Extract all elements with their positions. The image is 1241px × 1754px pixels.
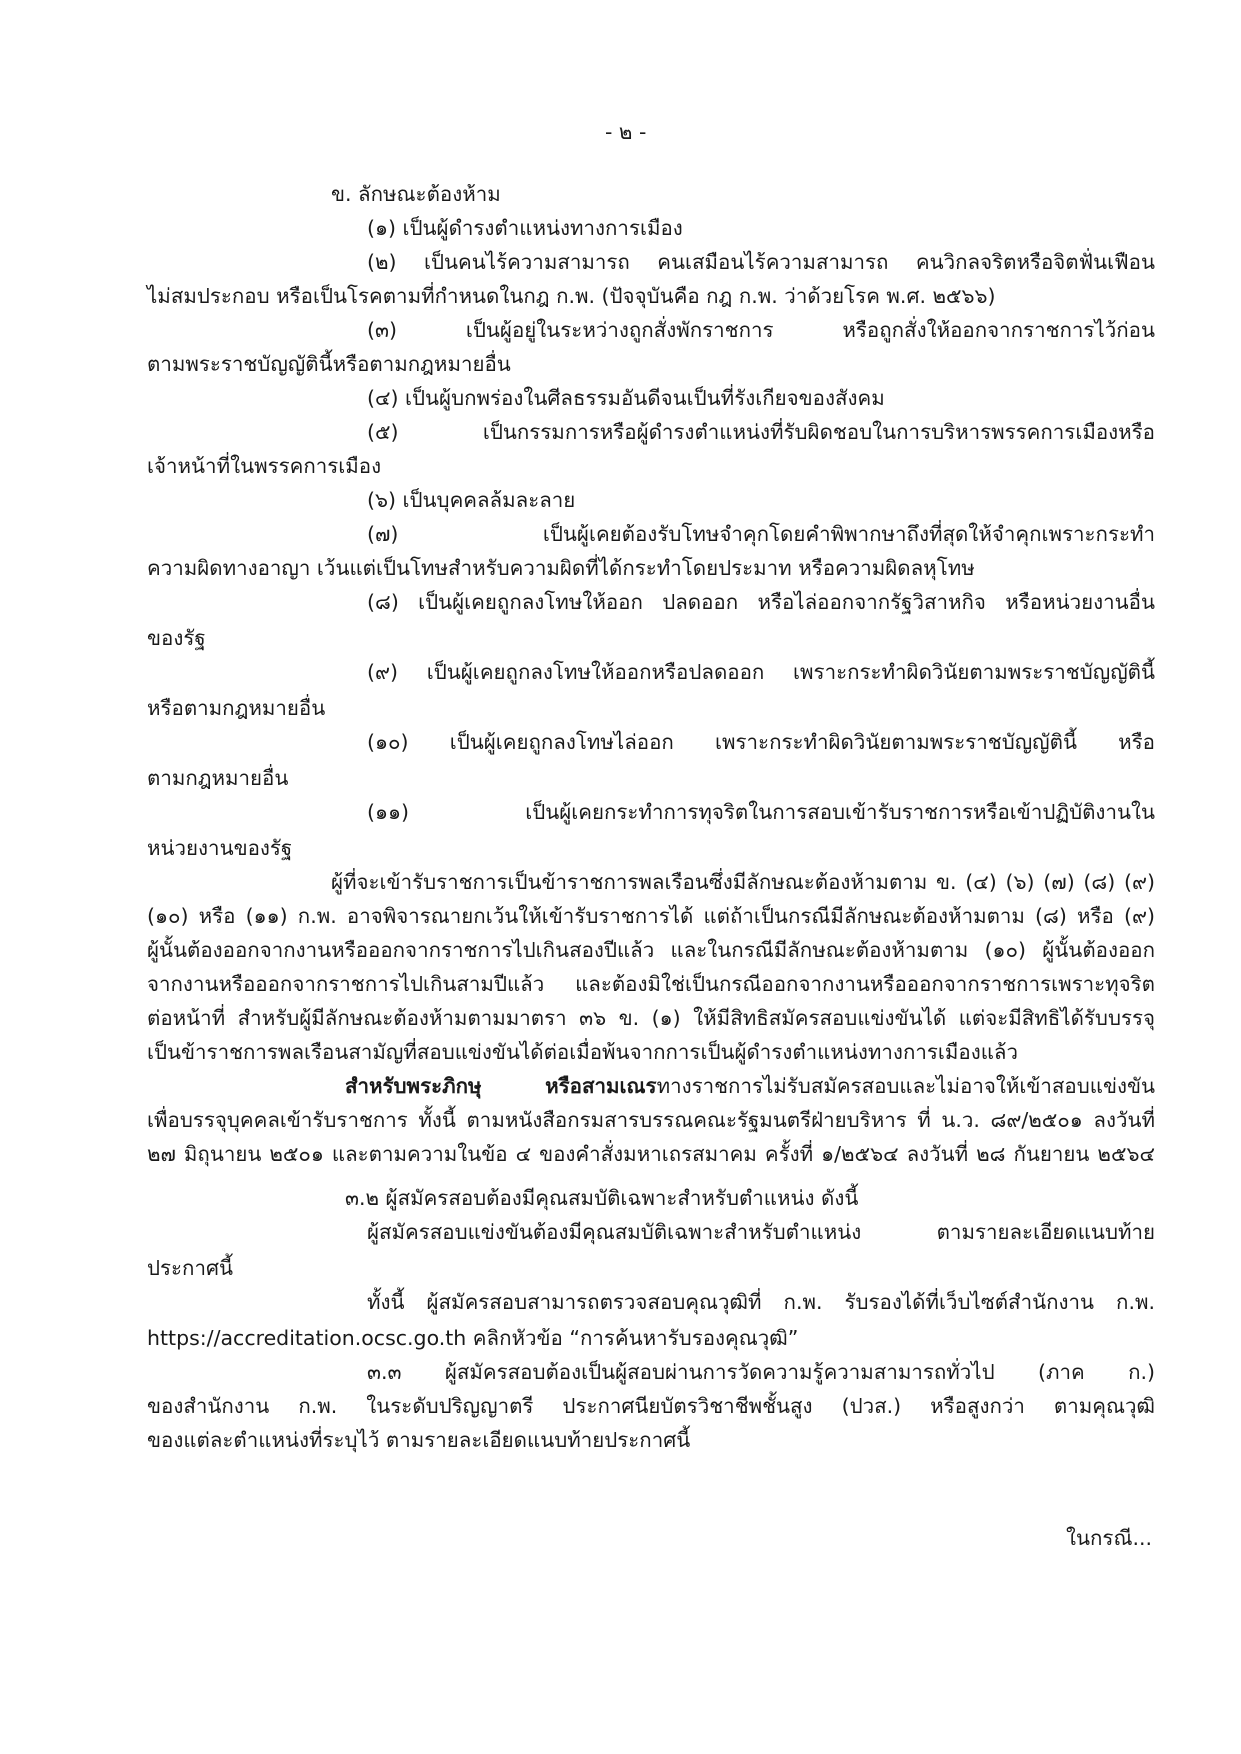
item-3-line-1: (๓) เป็นผู้อยู่ในระหว่างถูกสั่งพักราชการ หรือถูกสั่งให้ออกจากราชการไว้ก่อน — [367, 318, 1155, 342]
monk-line-1-text: ทางราชการไม่รับสมัครสอบและไม่อาจให้เข้าสอบแข่งขัน — [656, 1074, 1155, 1098]
section-3-3-line-2: ของสำนักงาน ก.พ. ในระดับปริญญาตรี ประกาศนียบัตรวิชาชีพชั้นสูง (ปวส.) หรือสูงกว่า ตามคุณวุฒิ — [147, 1394, 1155, 1418]
section-3-2-para1-line-2: ประกาศนี้ — [147, 1256, 233, 1280]
item-9-line-1: (๙) เป็นผู้เคยถูกลงโทษให้ออกหรือปลดออก เพราะกระทำผิดวินัยตามพระราชบัญญัตินี้ — [367, 660, 1155, 684]
item-11-line-1: (๑๑) เป็นผู้เคยกระทำการทุจริตในการสอบเข้ารับราชการหรือเข้าปฏิบัติงานใน — [367, 800, 1155, 824]
continuation-text: ในกรณี... — [1066, 1526, 1153, 1550]
monk-paragraph-line-2: เพื่อบรรจุบุคคลเข้ารับราชการ ทั้งนี้ ตามหนังสือกรมสารบรรณคณะรัฐมนตรีฝ่ายบริหาร ที่ น.ว. ๘๙/๒๕๐๑ ลงวันที่ — [147, 1108, 1155, 1132]
item-8-line-2: ของรัฐ — [147, 626, 206, 650]
section-3-2-heading: ๓.๒ ผู้สมัครสอบต้องมีคุณสมบัติเฉพาะสำหรับตำแหน่ง ดังนี้ — [345, 1186, 859, 1210]
item-10-line-1: (๑๐) เป็นผู้เคยถูกลงโทษไล่ออก เพราะกระทำผิดวินัยตามพระราชบัญญัตินี้ หรือ — [367, 730, 1155, 754]
section-3-2-para1-line-1: ผู้สมัครสอบแข่งขันต้องมีคุณสมบัติเฉพาะสำหรับตำแหน่ง ตามรายละเอียดแนบท้าย — [367, 1220, 1155, 1244]
item-7-line-2: ความผิดทางอาญา เว้นแต่เป็นโทษสำหรับความผิดที่ได้กระทำโดยประมาท หรือความผิดลหุโทษ — [147, 556, 975, 580]
item-2-line-2: ไม่สมประกอบ หรือเป็นโรคตามที่กำหนดในกฎ ก.พ. (ปัจจุบันคือ กฎ ก.พ. ว่าด้วยโรค พ.ศ. ๒๕๖๖) — [147, 284, 996, 308]
section-3-2-para2-line-1: ทั้งนี้ ผู้สมัครสอบสามารถตรวจสอบคุณวุฒิที่ ก.พ. รับรองได้ที่เว็บไซต์สำนักงาน ก.พ. — [367, 1290, 1155, 1314]
item-7-line-1: (๗) เป็นผู้เคยต้องรับโทษจำคุกโดยคำพิพากษาถึงที่สุดให้จำคุกเพราะกระทำ — [367, 522, 1155, 546]
item-5-line-1: (๕) เป็นกรรมการหรือผู้ดำรงตำแหน่งที่รับผิดชอบในการบริหารพรรคการเมืองหรือ — [367, 420, 1155, 444]
item-2-line-1: (๒) เป็นคนไร้ความสามารถ คนเสมือนไร้ความสามารถ คนวิกลจริตหรือจิตฟั่นเฟือน — [367, 250, 1155, 274]
item-9-line-2: หรือตามกฎหมายอื่น — [147, 696, 326, 720]
item-1-line-1: (๑) เป็นผู้ดำรงตำแหน่งทางการเมือง — [367, 216, 683, 240]
monk-paragraph-line-3: ๒๗ มิถุนายน ๒๕๐๑ และตามความในข้อ ๔ ของคำสั่งมหาเถรสมาคม ครั้งที่ ๑/๒๕๖๔ ลงวันที่ ๒๘ กันยายน ๒๕๖๔ — [147, 1142, 1155, 1166]
monk-paragraph-line-1 — [345, 1072, 1155, 1100]
item-10-line-2: ตามกฎหมายอื่น — [147, 766, 289, 790]
section-3-3-line-3: ของแต่ละตำแหน่งที่ระบุไว้ ตามรายละเอียดแนบท้ายประกาศนี้ — [147, 1428, 691, 1452]
page-number: - ๒ - — [605, 120, 647, 144]
item-8-line-1: (๘) เป็นผู้เคยถูกลงโทษให้ออก ปลดออก หรือไล่ออกจากรัฐวิสาหกิจ หรือหน่วยงานอื่น — [367, 590, 1155, 614]
exemption-line-3: ผู้นั้นต้องออกจากงานหรือออกจากราชการไปเกินสองปีแล้ว และในกรณีมีลักษณะต้องห้ามตาม (๑๐) ผู้นั้นต้องออก — [147, 938, 1155, 962]
item-4-line-1: (๔) เป็นผู้บกพร่องในศีลธรรมอันดีจนเป็นที่รังเกียจของสังคม — [367, 386, 885, 410]
section-3-2-para2-line-2: https://accreditation.ocsc.go.th คลิกหัวข้อ “การค้นหารับรองคุณวุฒิ” — [147, 1326, 799, 1350]
exemption-line-4: จากงานหรือออกจากราชการไปเกินสามปีแล้ว และต้องมิใช่เป็นกรณีออกจากงานหรือออกจากราชการเพราะทุจริต — [147, 972, 1155, 996]
item-6-line-1: (๖) เป็นบุคคลล้มละลาย — [367, 488, 576, 512]
monk-bold-phrase: สำหรับพระภิกษุ หรือสามเณร — [345, 1074, 657, 1098]
exemption-line-6: เป็นข้าราชการพลเรือนสามัญที่สอบแข่งขันได้ต่อเมื่อพ้นจากการเป็นผู้ดำรงตำแหน่งทางการเมืองแล้ว — [147, 1040, 1018, 1064]
item-3-line-2: ตามพระราชบัญญัตินี้หรือตามกฎหมายอื่น — [147, 352, 511, 376]
item-5-line-2: เจ้าหน้าที่ในพรรคการเมือง — [147, 454, 382, 478]
exemption-line-1: ผู้ที่จะเข้ารับราชการเป็นข้าราชการพลเรือนซึ่งมีลักษณะต้องห้ามตาม ข. (๔) (๖) (๗) (๘) (๙) — [331, 870, 1155, 894]
section-heading-kho: ข. ลักษณะต้องห้าม — [331, 182, 501, 206]
section-3-3-line-1: ๓.๓ ผู้สมัครสอบต้องเป็นผู้สอบผ่านการวัดความรู้ความสามารถทั่วไป (ภาค ก.) — [367, 1360, 1155, 1384]
exemption-line-2: (๑๐) หรือ (๑๑) ก.พ. อาจพิจารณายกเว้นให้เข้ารับราชการได้ แต่ถ้าเป็นกรณีมีลักษณะต้องห้ามตาม (๘) หรือ (๙) — [147, 904, 1155, 928]
exemption-line-5: ต่อหน้าที่ สำหรับผู้มีลักษณะต้องห้ามตามมาตรา ๓๖ ข. (๑) ให้มีสิทธิสมัครสอบแข่งขันได้ แต่จะมีสิทธิได้รับบรรจุ — [147, 1006, 1155, 1030]
item-11-line-2: หน่วยงานของรัฐ — [147, 836, 293, 860]
